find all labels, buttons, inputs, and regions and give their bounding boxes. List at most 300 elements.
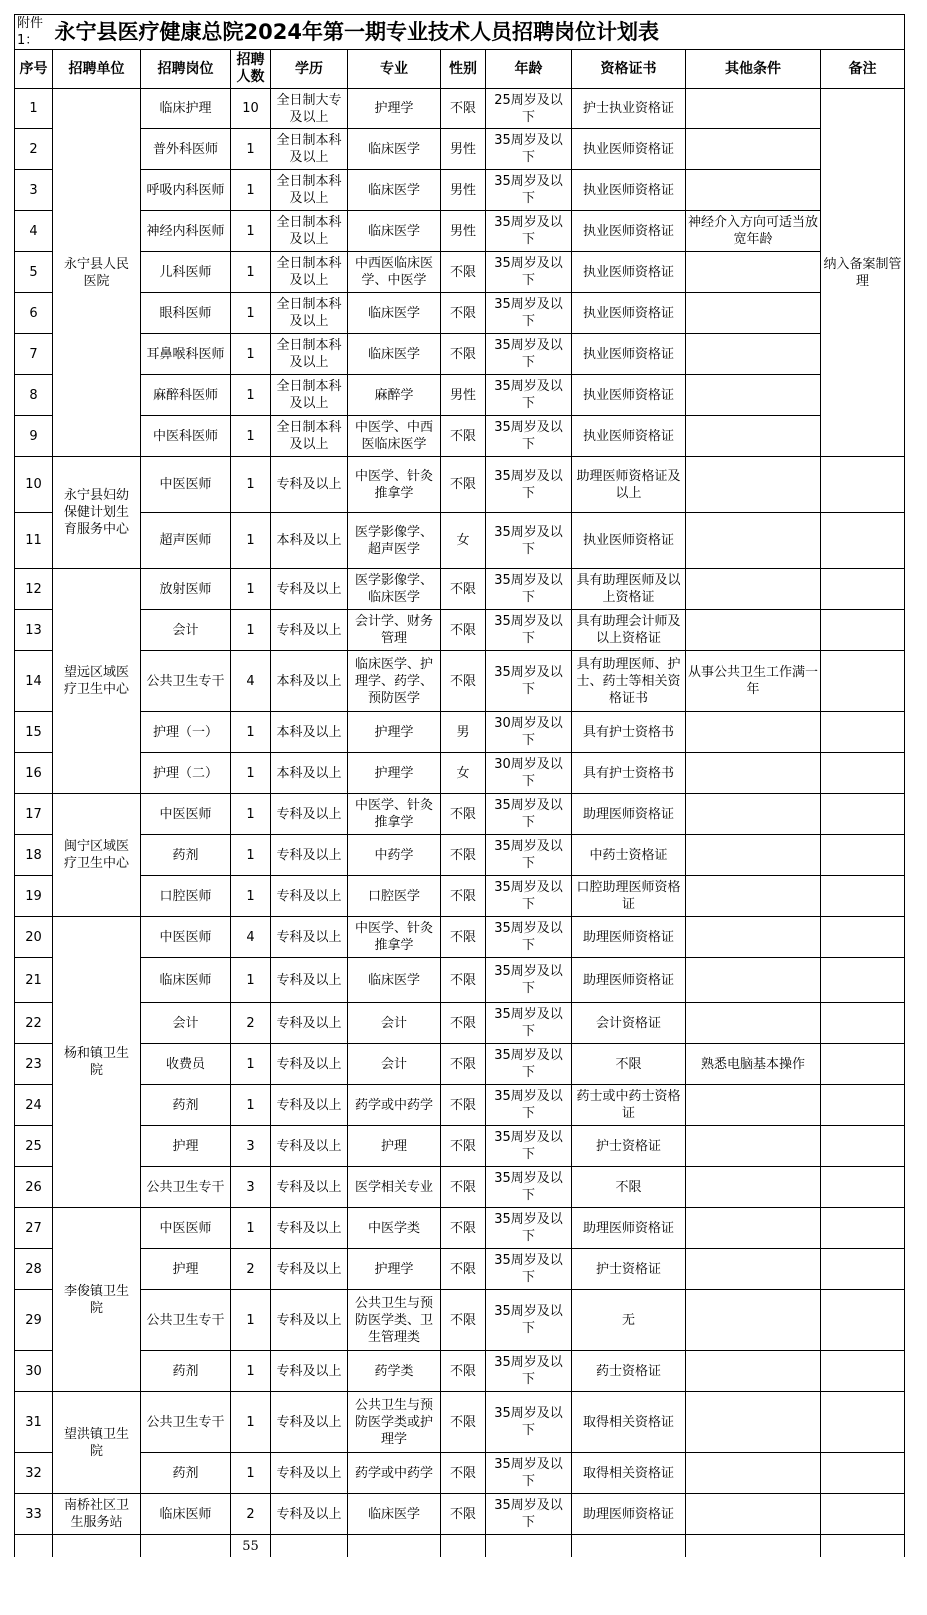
post-cell: 临床医师	[141, 958, 231, 1003]
other-cell	[686, 1167, 821, 1208]
cert-cell: 不限	[572, 1044, 686, 1085]
seq-cell: 9	[15, 416, 53, 457]
note-cell-empty	[821, 1126, 905, 1167]
gender-cell: 不限	[441, 1208, 486, 1249]
major-cell: 药学类	[348, 1351, 441, 1392]
post-cell: 临床医师	[141, 1494, 231, 1535]
table-row	[15, 1392, 905, 1453]
gender-cell: 不限	[441, 1290, 486, 1351]
seq-cell: 28	[15, 1249, 53, 1290]
age-cell: 35周岁及以下	[486, 1003, 572, 1044]
cert-cell: 具有助理会计师及以上资格证	[572, 610, 686, 651]
unit-cell: 永宁县人民医院	[53, 89, 141, 457]
age-cell: 35周岁及以下	[486, 293, 572, 334]
cert-cell: 不限	[572, 1167, 686, 1208]
other-cell	[686, 1290, 821, 1351]
edu-cell: 全日制本科及以上	[271, 375, 348, 416]
post-cell: 中医医师	[141, 917, 231, 958]
seq-cell: 5	[15, 252, 53, 293]
edu-cell: 专科及以上	[271, 917, 348, 958]
major-cell: 护理学	[348, 753, 441, 794]
other-cell	[686, 712, 821, 753]
seq-cell: 21	[15, 958, 53, 1003]
seq-cell: 30	[15, 1351, 53, 1392]
seq-cell: 18	[15, 835, 53, 876]
edu-cell: 全日制本科及以上	[271, 129, 348, 170]
post-cell: 中医医师	[141, 457, 231, 513]
count-cell: 1	[231, 252, 271, 293]
major-cell: 临床医学	[348, 293, 441, 334]
age-cell: 35周岁及以下	[486, 457, 572, 513]
count-cell: 2	[231, 1494, 271, 1535]
header-major: 专业	[348, 50, 441, 89]
count-cell: 1	[231, 1453, 271, 1494]
header-edu: 学历	[271, 50, 348, 89]
other-cell	[686, 375, 821, 416]
age-cell: 35周岁及以下	[486, 170, 572, 211]
major-cell: 护理学	[348, 712, 441, 753]
total-empty-cell	[686, 1535, 821, 1558]
cert-cell: 无	[572, 1290, 686, 1351]
age-cell: 35周岁及以下	[486, 129, 572, 170]
header-unit: 招聘单位	[53, 50, 141, 89]
unit-cell: 南桥社区卫生服务站	[53, 1494, 141, 1535]
cert-cell: 具有护士资格书	[572, 753, 686, 794]
gender-cell: 不限	[441, 1167, 486, 1208]
age-cell: 35周岁及以下	[486, 375, 572, 416]
seq-cell: 16	[15, 753, 53, 794]
age-cell: 35周岁及以下	[486, 1351, 572, 1392]
gender-cell: 不限	[441, 457, 486, 513]
cert-cell: 助理医师资格证	[572, 794, 686, 835]
edu-cell: 本科及以上	[271, 753, 348, 794]
seq-cell: 13	[15, 610, 53, 651]
other-cell	[686, 876, 821, 917]
seq-cell: 6	[15, 293, 53, 334]
edu-cell: 专科及以上	[271, 1167, 348, 1208]
count-cell: 1	[231, 569, 271, 610]
post-cell: 护理（二）	[141, 753, 231, 794]
table-row	[15, 89, 905, 129]
post-cell: 临床护理	[141, 89, 231, 129]
gender-cell: 不限	[441, 416, 486, 457]
table-row	[15, 416, 905, 457]
unit-cell: 李俊镇卫生院	[53, 1208, 141, 1392]
cert-cell: 会计资格证	[572, 1003, 686, 1044]
edu-cell: 专科及以上	[271, 958, 348, 1003]
cert-cell: 护士资格证	[572, 1126, 686, 1167]
note-cell-empty	[821, 712, 905, 753]
cert-cell: 具有护士资格书	[572, 712, 686, 753]
note-cell-empty	[821, 1494, 905, 1535]
note-cell-empty	[821, 1208, 905, 1249]
gender-cell: 男性	[441, 211, 486, 252]
age-cell: 35周岁及以下	[486, 610, 572, 651]
note-cell-empty	[821, 1290, 905, 1351]
note-cell-empty	[821, 1044, 905, 1085]
edu-cell: 专科及以上	[271, 835, 348, 876]
table-row	[15, 375, 905, 416]
cert-cell: 护士执业资格证	[572, 89, 686, 129]
count-cell: 1	[231, 375, 271, 416]
seq-cell: 11	[15, 513, 53, 569]
seq-cell: 29	[15, 1290, 53, 1351]
other-cell	[686, 1085, 821, 1126]
gender-cell: 不限	[441, 1494, 486, 1535]
other-cell: 神经介入方向可适当放宽年龄	[686, 211, 821, 252]
cert-cell: 取得相关资格证	[572, 1392, 686, 1453]
header-seq: 序号	[15, 50, 53, 89]
header-count: 招聘人数	[231, 50, 271, 89]
major-cell: 中药学	[348, 835, 441, 876]
gender-cell: 不限	[441, 293, 486, 334]
table-row	[15, 835, 905, 876]
attachment-label: 附件1：	[15, 15, 53, 50]
count-cell: 2	[231, 1003, 271, 1044]
post-cell: 药剂	[141, 1351, 231, 1392]
major-cell: 药学或中药学	[348, 1453, 441, 1494]
count-cell: 2	[231, 1249, 271, 1290]
gender-cell: 不限	[441, 1249, 486, 1290]
major-cell: 药学或中药学	[348, 1085, 441, 1126]
other-cell	[686, 1003, 821, 1044]
note-cell-empty	[821, 1085, 905, 1126]
post-cell: 口腔医师	[141, 876, 231, 917]
seq-cell: 12	[15, 569, 53, 610]
seq-cell: 10	[15, 457, 53, 513]
total-empty-cell	[15, 1535, 53, 1558]
table-row	[15, 1085, 905, 1126]
other-cell	[686, 513, 821, 569]
gender-cell: 不限	[441, 252, 486, 293]
other-cell	[686, 1392, 821, 1453]
table-row	[15, 1208, 905, 1249]
note-cell-empty	[821, 1453, 905, 1494]
count-cell: 1	[231, 753, 271, 794]
note-cell: 纳入备案制管理	[821, 89, 905, 457]
cert-cell: 具有助理医师、护士、药士等相关资格证书	[572, 651, 686, 712]
post-cell: 药剂	[141, 1085, 231, 1126]
table-row	[15, 958, 905, 1003]
count-cell: 1	[231, 293, 271, 334]
table-row	[15, 1494, 905, 1535]
count-cell: 1	[231, 876, 271, 917]
note-cell-empty	[821, 794, 905, 835]
major-cell: 护理学	[348, 1249, 441, 1290]
major-cell: 会计	[348, 1044, 441, 1085]
age-cell: 35周岁及以下	[486, 876, 572, 917]
table-row	[15, 293, 905, 334]
age-cell: 35周岁及以下	[486, 1453, 572, 1494]
major-cell: 临床医学	[348, 1494, 441, 1535]
post-cell: 呼吸内科医师	[141, 170, 231, 211]
major-cell: 会计	[348, 1003, 441, 1044]
header-cert: 资格证书	[572, 50, 686, 89]
edu-cell: 专科及以上	[271, 1392, 348, 1453]
post-cell: 耳鼻喉科医师	[141, 334, 231, 375]
cert-cell: 执业医师资格证	[572, 170, 686, 211]
post-cell: 药剂	[141, 1453, 231, 1494]
note-cell-empty	[821, 1392, 905, 1453]
count-cell: 1	[231, 334, 271, 375]
gender-cell: 不限	[441, 835, 486, 876]
age-cell: 35周岁及以下	[486, 1085, 572, 1126]
note-cell-empty	[821, 457, 905, 513]
note-cell-empty	[821, 753, 905, 794]
age-cell: 35周岁及以下	[486, 958, 572, 1003]
cert-cell: 执业医师资格证	[572, 416, 686, 457]
edu-cell: 专科及以上	[271, 1351, 348, 1392]
cert-cell: 执业医师资格证	[572, 129, 686, 170]
post-cell: 中医医师	[141, 1208, 231, 1249]
age-cell: 35周岁及以下	[486, 1494, 572, 1535]
other-cell	[686, 835, 821, 876]
post-cell: 中医科医师	[141, 416, 231, 457]
other-cell	[686, 569, 821, 610]
major-cell: 中医学、中西医临床医学	[348, 416, 441, 457]
age-cell: 35周岁及以下	[486, 1044, 572, 1085]
table-row	[15, 211, 905, 252]
other-cell	[686, 170, 821, 211]
total-empty-cell	[271, 1535, 348, 1558]
total-count: 55	[231, 1535, 271, 1558]
gender-cell: 不限	[441, 917, 486, 958]
age-cell: 35周岁及以下	[486, 1290, 572, 1351]
edu-cell: 专科及以上	[271, 1290, 348, 1351]
total-empty-cell	[821, 1535, 905, 1558]
table-row	[15, 1003, 905, 1044]
table-row	[15, 1044, 905, 1085]
age-cell: 35周岁及以下	[486, 211, 572, 252]
count-cell: 1	[231, 211, 271, 252]
seq-cell: 32	[15, 1453, 53, 1494]
post-cell: 公共卫生专干	[141, 1167, 231, 1208]
count-cell: 3	[231, 1167, 271, 1208]
seq-cell: 4	[15, 211, 53, 252]
cert-cell: 执业医师资格证	[572, 293, 686, 334]
seq-cell: 26	[15, 1167, 53, 1208]
seq-cell: 23	[15, 1044, 53, 1085]
age-cell: 35周岁及以下	[486, 416, 572, 457]
count-cell: 10	[231, 89, 271, 129]
note-cell-empty	[821, 835, 905, 876]
major-cell: 临床医学	[348, 170, 441, 211]
cert-cell: 执业医师资格证	[572, 513, 686, 569]
gender-cell: 不限	[441, 1044, 486, 1085]
count-cell: 1	[231, 457, 271, 513]
cert-cell: 执业医师资格证	[572, 211, 686, 252]
post-cell: 超声医师	[141, 513, 231, 569]
seq-cell: 31	[15, 1392, 53, 1453]
count-cell: 1	[231, 712, 271, 753]
count-cell: 4	[231, 917, 271, 958]
note-cell-empty	[821, 1003, 905, 1044]
major-cell: 临床医学	[348, 129, 441, 170]
age-cell: 35周岁及以下	[486, 1208, 572, 1249]
major-cell: 麻醉学	[348, 375, 441, 416]
count-cell: 1	[231, 794, 271, 835]
edu-cell: 专科及以上	[271, 610, 348, 651]
seq-cell: 7	[15, 334, 53, 375]
total-empty-cell	[486, 1535, 572, 1558]
edu-cell: 全日制本科及以上	[271, 170, 348, 211]
table-row	[15, 1126, 905, 1167]
cert-cell: 助理医师资格证	[572, 958, 686, 1003]
table-row	[15, 712, 905, 753]
header-other: 其他条件	[686, 50, 821, 89]
post-cell: 会计	[141, 610, 231, 651]
other-cell	[686, 958, 821, 1003]
cert-cell: 助理医师资格证及以上	[572, 457, 686, 513]
other-cell	[686, 1351, 821, 1392]
table-row	[15, 170, 905, 211]
major-cell: 医学相关专业	[348, 1167, 441, 1208]
age-cell: 35周岁及以下	[486, 651, 572, 712]
count-cell: 1	[231, 958, 271, 1003]
post-cell: 护理	[141, 1126, 231, 1167]
count-cell: 1	[231, 1392, 271, 1453]
major-cell: 医学影像学、临床医学	[348, 569, 441, 610]
cert-cell: 取得相关资格证	[572, 1453, 686, 1494]
total-empty-cell	[348, 1535, 441, 1558]
unit-cell: 闽宁区域医疗卫生中心	[53, 794, 141, 917]
recruitment-plan-table	[14, 14, 905, 1557]
other-cell	[686, 334, 821, 375]
age-cell: 25周岁及以下	[486, 89, 572, 129]
major-cell: 护理学	[348, 89, 441, 129]
post-cell: 眼科医师	[141, 293, 231, 334]
gender-cell: 不限	[441, 1392, 486, 1453]
edu-cell: 本科及以上	[271, 513, 348, 569]
age-cell: 35周岁及以下	[486, 1126, 572, 1167]
seq-cell: 17	[15, 794, 53, 835]
table-row	[15, 513, 905, 569]
cert-cell: 中药士资格证	[572, 835, 686, 876]
other-cell: 熟悉电脑基本操作	[686, 1044, 821, 1085]
age-cell: 35周岁及以下	[486, 1249, 572, 1290]
seq-cell: 1	[15, 89, 53, 129]
table-row	[15, 876, 905, 917]
gender-cell: 不限	[441, 89, 486, 129]
other-cell	[686, 89, 821, 129]
gender-cell: 不限	[441, 610, 486, 651]
note-cell-empty	[821, 1249, 905, 1290]
unit-cell: 望远区域医疗卫生中心	[53, 569, 141, 794]
note-cell-empty	[821, 1351, 905, 1392]
gender-cell: 不限	[441, 958, 486, 1003]
major-cell: 临床医学、护理学、药学、预防医学	[348, 651, 441, 712]
edu-cell: 全日制本科及以上	[271, 416, 348, 457]
table-row	[15, 1351, 905, 1392]
note-cell-empty	[821, 1167, 905, 1208]
age-cell: 30周岁及以下	[486, 712, 572, 753]
gender-cell: 不限	[441, 794, 486, 835]
note-cell-empty	[821, 513, 905, 569]
cert-cell: 药士资格证	[572, 1351, 686, 1392]
cert-cell: 具有助理医师及以上资格证	[572, 569, 686, 610]
note-cell-empty	[821, 651, 905, 712]
major-cell: 临床医学	[348, 334, 441, 375]
note-cell-empty	[821, 610, 905, 651]
total-empty-cell	[572, 1535, 686, 1558]
count-cell: 1	[231, 1085, 271, 1126]
table-row	[15, 1167, 905, 1208]
gender-cell: 不限	[441, 1126, 486, 1167]
major-cell: 中医学、针灸推拿学	[348, 917, 441, 958]
edu-cell: 专科及以上	[271, 1085, 348, 1126]
total-empty-cell	[141, 1535, 231, 1558]
seq-cell: 33	[15, 1494, 53, 1535]
table-row	[15, 457, 905, 513]
header-post: 招聘岗位	[141, 50, 231, 89]
edu-cell: 专科及以上	[271, 1249, 348, 1290]
major-cell: 会计学、财务管理	[348, 610, 441, 651]
cert-cell: 助理医师资格证	[572, 1494, 686, 1535]
other-cell: 从事公共卫生工作满一年	[686, 651, 821, 712]
count-cell: 1	[231, 416, 271, 457]
edu-cell: 全日制本科及以上	[271, 334, 348, 375]
unit-cell: 杨和镇卫生院	[53, 917, 141, 1208]
count-cell: 1	[231, 170, 271, 211]
seq-cell: 3	[15, 170, 53, 211]
major-cell: 中医学、针灸推拿学	[348, 794, 441, 835]
count-cell: 1	[231, 129, 271, 170]
cert-cell: 助理医师资格证	[572, 917, 686, 958]
table-row	[15, 129, 905, 170]
seq-cell: 25	[15, 1126, 53, 1167]
gender-cell: 不限	[441, 1351, 486, 1392]
seq-cell: 24	[15, 1085, 53, 1126]
seq-cell: 27	[15, 1208, 53, 1249]
major-cell: 公共卫生与预防医学类、卫生管理类	[348, 1290, 441, 1351]
other-cell	[686, 794, 821, 835]
post-cell: 护理（一）	[141, 712, 231, 753]
major-cell: 中医学类	[348, 1208, 441, 1249]
table-row	[15, 651, 905, 712]
other-cell	[686, 457, 821, 513]
other-cell	[686, 753, 821, 794]
edu-cell: 本科及以上	[271, 712, 348, 753]
other-cell	[686, 1208, 821, 1249]
count-cell: 3	[231, 1126, 271, 1167]
gender-cell: 不限	[441, 569, 486, 610]
seq-cell: 15	[15, 712, 53, 753]
gender-cell: 不限	[441, 334, 486, 375]
count-cell: 1	[231, 610, 271, 651]
major-cell: 中医学、针灸推拿学	[348, 457, 441, 513]
count-cell: 1	[231, 835, 271, 876]
post-cell: 普外科医师	[141, 129, 231, 170]
cert-cell: 执业医师资格证	[572, 334, 686, 375]
count-cell: 1	[231, 1351, 271, 1392]
gender-cell: 不限	[441, 1453, 486, 1494]
edu-cell: 全日制本科及以上	[271, 252, 348, 293]
age-cell: 35周岁及以下	[486, 794, 572, 835]
major-cell: 中西医临床医学、中医学	[348, 252, 441, 293]
note-cell-empty	[821, 569, 905, 610]
post-cell: 药剂	[141, 835, 231, 876]
other-cell	[686, 1126, 821, 1167]
age-cell: 35周岁及以下	[486, 334, 572, 375]
count-cell: 1	[231, 1290, 271, 1351]
age-cell: 30周岁及以下	[486, 753, 572, 794]
note-cell-empty	[821, 958, 905, 1003]
major-cell: 护理	[348, 1126, 441, 1167]
seq-cell: 20	[15, 917, 53, 958]
table-row	[15, 753, 905, 794]
other-cell	[686, 1453, 821, 1494]
edu-cell: 专科及以上	[271, 794, 348, 835]
